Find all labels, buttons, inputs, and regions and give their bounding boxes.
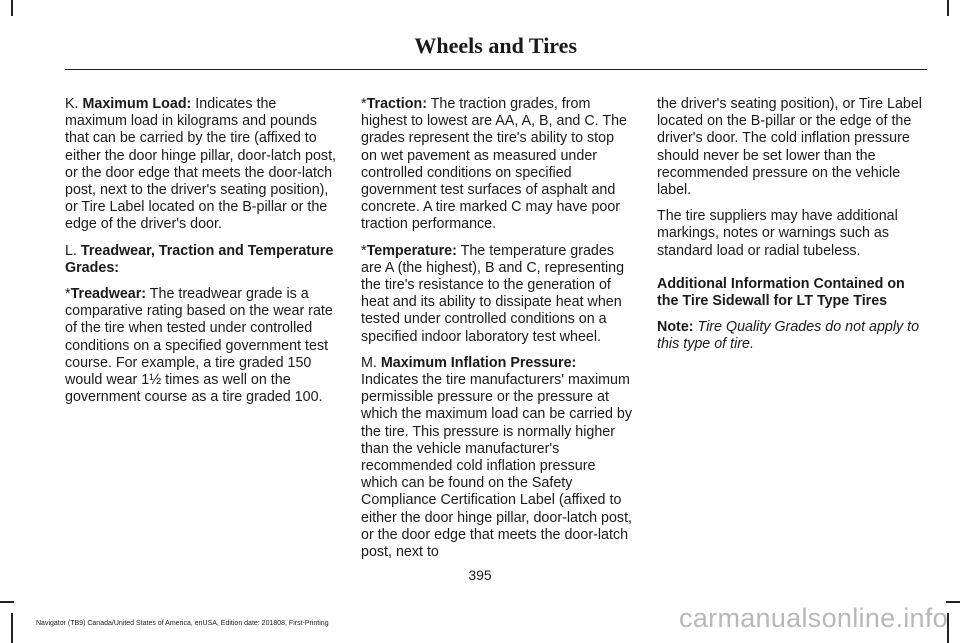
suppliers-paragraph: The tire suppliers may have additional markings, notes or warnings such as standard load or radial tubeless.: [657, 208, 898, 259]
note-paragraph: [657, 319, 929, 353]
item-l-label: Treadwear, Traction and Temperature Grades:: [65, 242, 334, 276]
traction-text: The traction grades, from highest to lowest are AA, A, B, and C. The grades represent the tire's ability to stop on wet pavement as measured under controlled conditions on specified government test surfaces of asphalt and concrete. A tire marked C may have poor traction performance.: [361, 96, 627, 233]
item-k-text: Indicates the maximum load in kilograms and pounds that can be carried by the tire (affixed to either the door hinge pillar, door-latch post, or the door edge that meets the door-latch post, next to the driver's seating position), or Tire Label located on the B-pillar or the edge of the driver's door.: [65, 96, 337, 233]
crop-mark-top-left: [11, 0, 13, 16]
item-m-text: Indicates the tire manufacturers' maximum permissible pressure or the pressure at which the maximum load can be carried by the tire. This pressure is normally higher than the vehicle manufacturer's recommended cold inflation pressure which can be found on the Safety Compliance Certification Label (affixed to either the door hinge pillar, door-latch post, or the door edge that meets the door-latch post, next to: [361, 372, 633, 561]
item-l-paragraph: [65, 243, 337, 277]
item-l-prefix: L.: [65, 242, 81, 259]
temperature-star: *: [361, 242, 367, 259]
column-left: [65, 96, 337, 415]
temperature-label: Temperature:: [366, 242, 457, 259]
column-right: [657, 96, 929, 363]
page-number: 395: [468, 567, 492, 583]
item-m-label: Maximum Inflation Pressure:: [380, 354, 577, 371]
continued-paragraph: the driver's seating position), or Tire Label located on the B-pillar or the edge of the driver's door. The cold inflation pressure should never be set lower than the recommended pressure on the vehicle label.: [657, 96, 922, 199]
traction-star: *: [361, 96, 367, 112]
treadwear-star: *: [65, 286, 71, 303]
treadwear-label: Treadwear:: [70, 286, 147, 303]
item-k-paragraph: [65, 96, 337, 234]
edition-footer: Navigator (TB9) Canada/United States of America, enUSA, Edition date: 201808, First-Printing: [36, 620, 329, 627]
traction-paragraph: [361, 96, 633, 234]
crop-mark-bottom-left-horizontal: [0, 601, 14, 603]
header-divider: [65, 69, 927, 70]
temperature-text: The temperature grades are A (the highest), B and C, representing the tire's resistance to the generation of heat and its ability to dissipate heat when tested under controlled conditions on a specified indoor laboratory test wheel.: [361, 242, 625, 345]
item-m-paragraph: [361, 355, 633, 561]
temperature-paragraph: [361, 243, 633, 346]
section-heading: Additional Information Contained on the Tire Sidewall for LT Type Tires: [657, 275, 905, 310]
traction-label: Traction:: [366, 96, 427, 112]
item-k-label: Maximum Load:: [82, 96, 192, 112]
treadwear-paragraph: [65, 286, 337, 406]
crop-mark-top-right: [947, 0, 949, 16]
crop-mark-bottom-left: [11, 613, 13, 643]
note-text: Tire Quality Grades do not apply to this type of tire.: [657, 319, 920, 353]
note-label: Note:: [657, 319, 694, 336]
column-middle: [361, 96, 633, 570]
item-k-prefix: K.: [65, 96, 83, 112]
item-m-prefix: M.: [361, 354, 381, 371]
crop-mark-bottom-right-horizontal: [946, 601, 960, 603]
treadwear-text: The treadwear grade is a comparative rating based on the wear rate of the tire when tested under controlled conditions on a specified government test course. For example, a tire graded 150 would wear 1½ times as well on the government course as a tire graded 100.: [65, 286, 333, 406]
watermark: carmanualsonline.info: [679, 603, 948, 633]
page-title: Wheels and Tires: [414, 33, 577, 58]
